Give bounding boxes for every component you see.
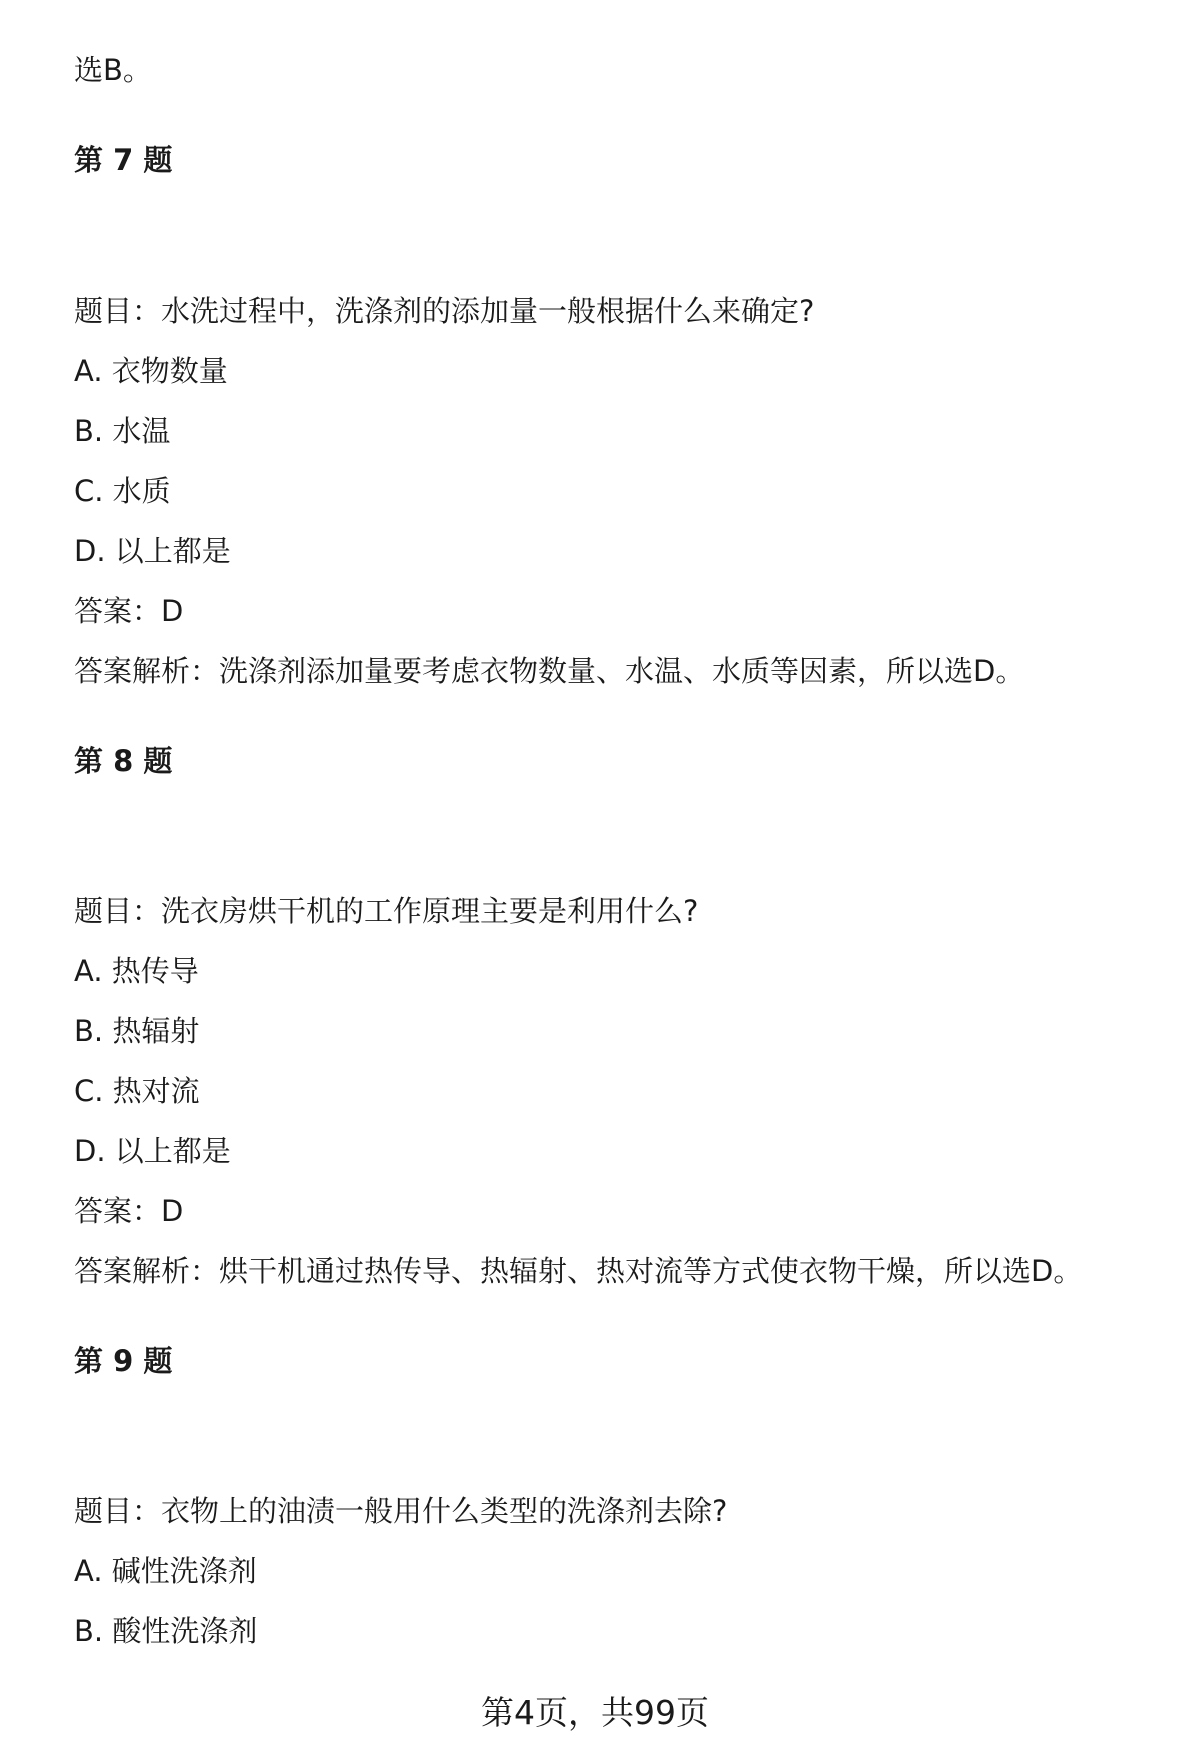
question-text: 题目：衣物上的油渍一般用什么类型的洗涤剂去除? (74, 1494, 728, 1528)
previous-explanation-tail: 选B。 (74, 53, 152, 87)
answer-explanation: 答案解析：洗涤剂添加量要考虑衣物数量、水温、水质等因素，所以选D。 (74, 654, 1025, 688)
option-c: C. 水质 (74, 474, 171, 508)
question-text: 题目：洗衣房烘干机的工作原理主要是利用什么? (74, 894, 699, 928)
option-a: A. 热传导 (74, 954, 199, 988)
answer-explanation: 答案解析：烘干机通过热传导、热辐射、热对流等方式使衣物干燥，所以选D。 (74, 1254, 1083, 1288)
page-number-footer: 第4页，共99页 (481, 1693, 709, 1732)
option-c: C. 热对流 (74, 1074, 200, 1108)
option-a: A. 碱性洗涤剂 (74, 1554, 257, 1588)
answer: 答案：D (74, 1194, 184, 1228)
question-text: 题目：水洗过程中，洗涤剂的添加量一般根据什么来确定? (74, 294, 815, 328)
question-heading: 第 8 题 (74, 744, 173, 778)
question-heading: 第 9 题 (74, 1344, 173, 1378)
option-a: A. 衣物数量 (74, 354, 228, 388)
answer: 答案：D (74, 594, 184, 628)
question-heading: 第 7 题 (74, 143, 173, 177)
option-d: D. 以上都是 (74, 1134, 231, 1168)
option-b: B. 水温 (74, 414, 171, 448)
option-d: D. 以上都是 (74, 534, 231, 568)
option-b: B. 热辐射 (74, 1014, 200, 1048)
option-b: B. 酸性洗涤剂 (74, 1614, 258, 1648)
